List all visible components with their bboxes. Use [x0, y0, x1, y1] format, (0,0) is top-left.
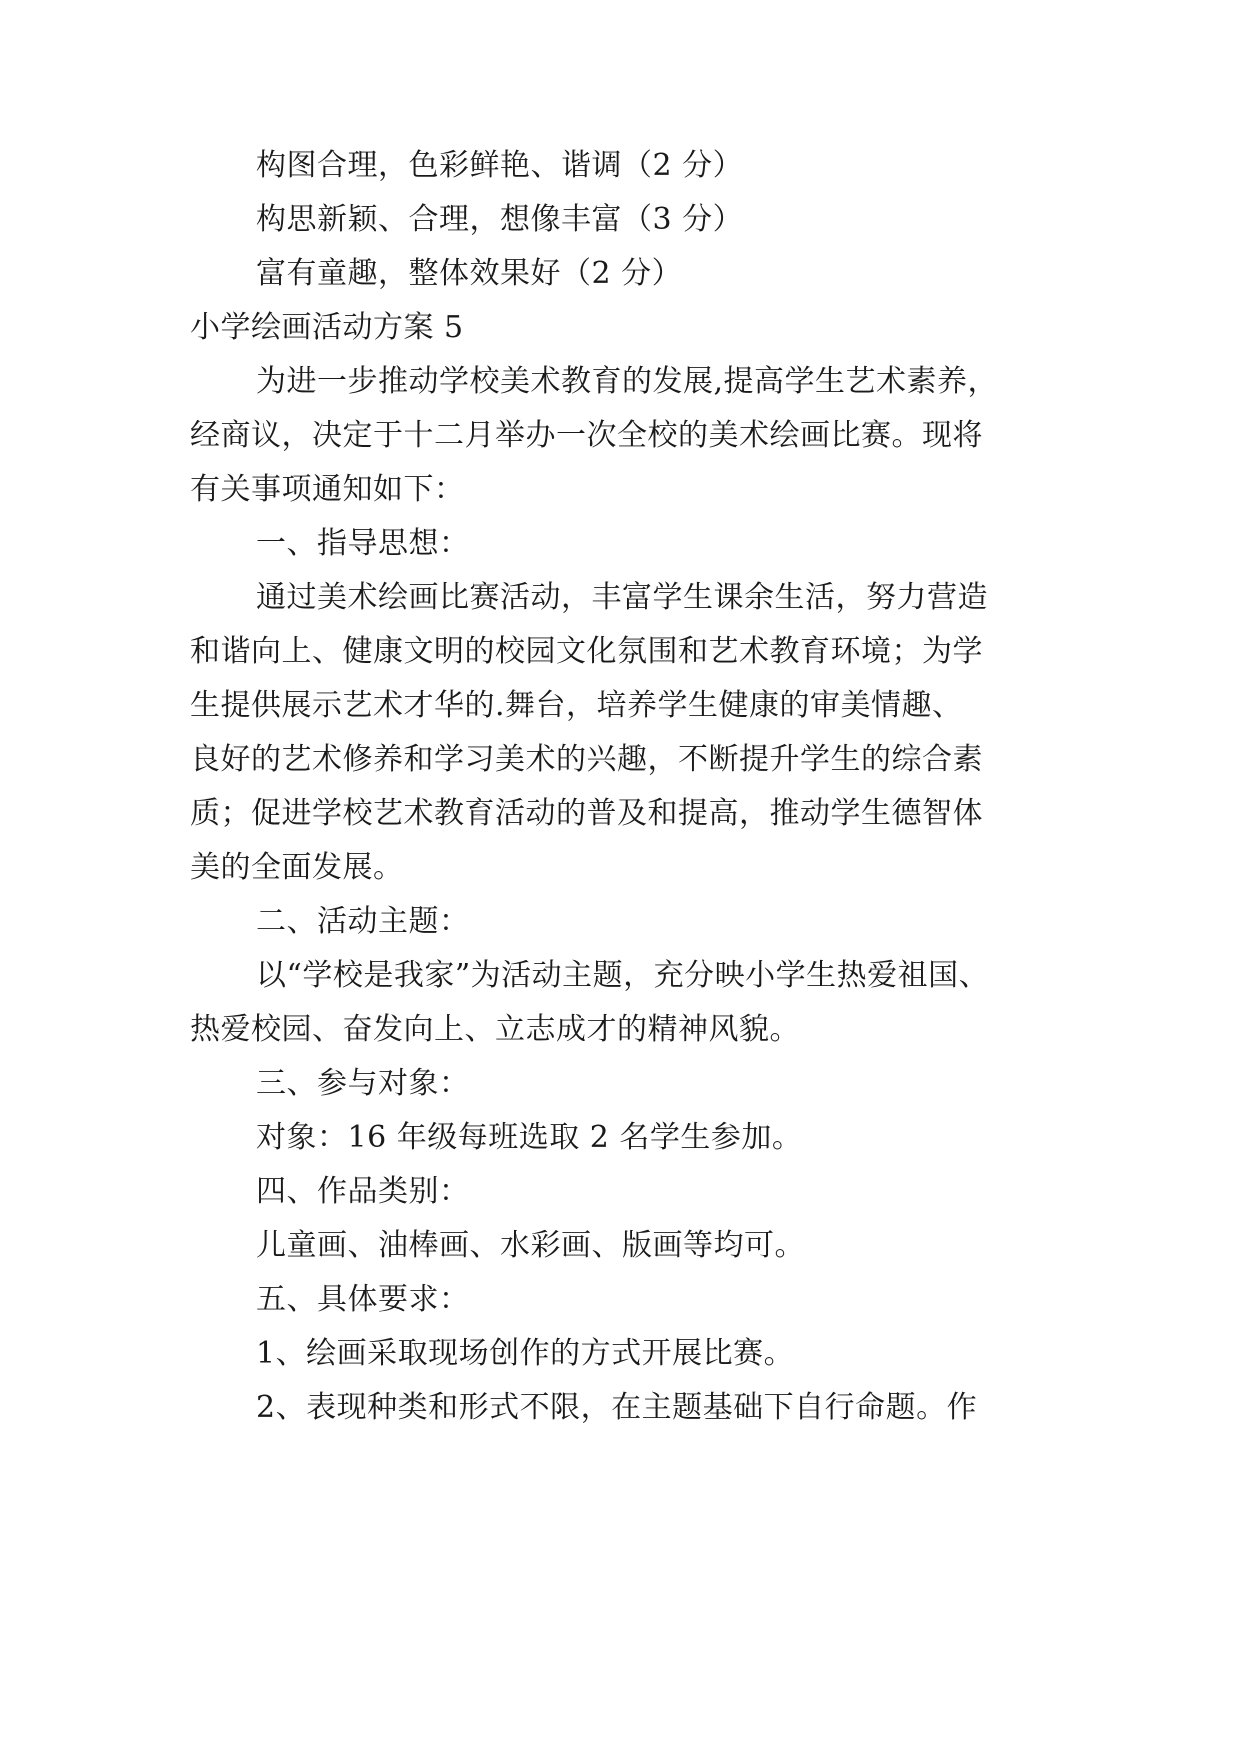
text-line: 构图合理，色彩鲜艳、谐调（2 分） [256, 148, 744, 183]
text-line: 富有童趣，整体效果好（2 分） [256, 256, 683, 291]
text-line: 为进一步推动学校美术教育的发展,提高学生艺术素养， [256, 364, 999, 399]
text-line: 对象：16 年级每班选取 2 名学生参加。 [256, 1120, 803, 1155]
text-line: 和谐向上、健康文明的校园文化氛围和艺术教育环境；为学 [190, 634, 983, 669]
text-line: 美的全面发展。 [190, 850, 404, 885]
text-line: 儿童画、油棒画、水彩画、版画等均可。 [256, 1228, 805, 1263]
text-line: 有关事项通知如下： [190, 472, 465, 507]
heading-participants: 三、参与对象： [256, 1066, 470, 1101]
text-line: 构思新颖、合理，想像丰富（3 分） [256, 202, 744, 237]
text-line: 1、绘画采取现场创作的方式开展比赛。 [256, 1336, 795, 1371]
text-line: 生提供展示艺术才华的.舞台，培养学生健康的审美情趣、 [190, 688, 963, 723]
heading-activity-theme: 二、活动主题： [256, 904, 470, 939]
text-line: 良好的艺术修养和学习美术的兴趣，不断提升学生的综合素 [190, 742, 983, 777]
text-line: 以“学校是我家”为活动主题，充分映小学生热爱祖国、 [256, 958, 990, 993]
heading-work-category: 四、作品类别： [256, 1174, 470, 1209]
text-line: 质；促进学校艺术教育活动的普及和提高，推动学生德智体 [190, 796, 983, 831]
text-line: 2、表现种类和形式不限，在主题基础下自行命题。作 [256, 1390, 978, 1425]
heading-requirements: 五、具体要求： [256, 1282, 470, 1317]
text-line: 通过美术绘画比赛活动，丰富学生课余生活，努力营造 [256, 580, 988, 615]
section-title: 小学绘画活动方案 5 [190, 310, 464, 345]
text-line: 经商议，决定于十二月举办一次全校的美术绘画比赛。现将 [190, 418, 983, 453]
text-line: 热爱校园、奋发向上、立志成才的精神风貌。 [190, 1012, 800, 1047]
heading-guiding-ideology: 一、指导思想： [256, 526, 470, 561]
